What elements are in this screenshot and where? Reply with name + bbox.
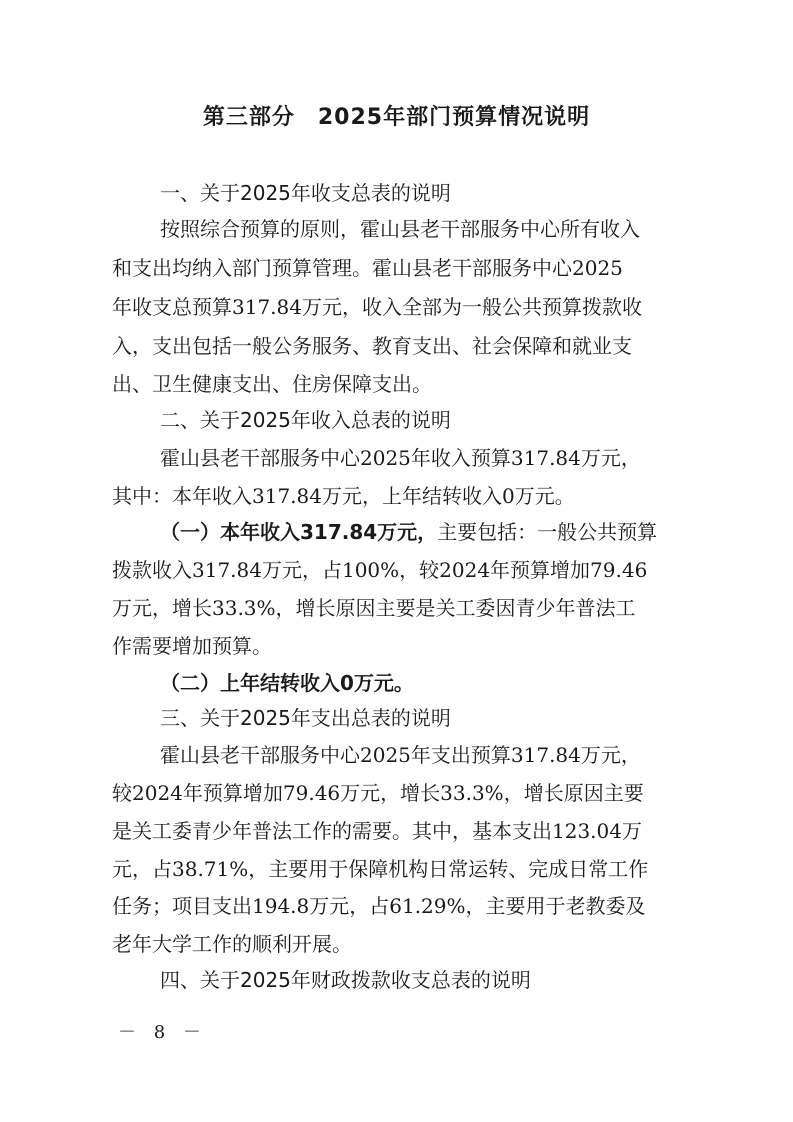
subsection-line-1 [160, 522, 657, 542]
paragraph-line: 出、卫生健康支出、住房保障支出。 [112, 372, 432, 396]
section-heading-4: 四、关于2025年财政拨款收支总表的说明 [160, 968, 531, 992]
section-heading-2: 二、关于2025年收入总表的说明 [160, 408, 451, 432]
paragraph-line: 霍山县老干部服务中心2025年支出预算317.84万元， [160, 743, 641, 767]
paragraph-line: 万元，增长33.3%，增长原因主要是关工委因青少年普法工 [112, 596, 636, 620]
subsection-heading-2: （二）上年结转收入0万元。 [160, 671, 414, 695]
subsection-text-1: 主要包括：一般公共预算 [437, 520, 658, 544]
paragraph-line: 和支出均纳入部门预算管理。霍山县老干部服务中心2025 [112, 256, 623, 280]
paragraph-line: 元，占38.71%，主要用于保障机构日常运转、完成日常工作 [112, 857, 649, 881]
subsection-label-1: （一）本年收入317.84万元， [160, 520, 438, 544]
paragraph-line: 年收支总预算317.84万元，收入全部为一般公共预算拨款收 [112, 295, 642, 319]
paragraph-line: 按照综合预算的原则，霍山县老干部服务中心所有收入 [160, 217, 640, 241]
paragraph-line: 较2024年预算增加79.46万元，增长33.3%，增长原因主要 [112, 781, 644, 805]
paragraph-line: 拨款收入317.84万元，占100%，较2024年预算增加79.46 [112, 558, 648, 582]
paragraph-line: 任务；项目支出194.8万元，占61.29%，主要用于老教委及 [112, 894, 646, 918]
paragraph-line: 作需要增加预算。 [112, 634, 272, 658]
page-title: 第三部分 2025年部门预算情况说明 [202, 105, 591, 130]
paragraph-line: 是关工委青少年普法工作的需要。其中，基本支出123.04万 [112, 819, 642, 843]
page-number: － 8 － [118, 1022, 207, 1043]
paragraph-line: 入，支出包括一般公务服务、教育支出、社会保障和就业支 [112, 334, 632, 358]
paragraph-line: 霍山县老干部服务中心2025年收入预算317.84万元， [160, 446, 641, 470]
paragraph-line: 老年大学工作的顺利开展。 [112, 932, 352, 956]
section-heading-1: 一、关于2025年收支总表的说明 [160, 181, 451, 205]
section-heading-3: 三、关于2025年支出总表的说明 [160, 706, 451, 730]
paragraph-line: 其中：本年收入317.84万元，上年结转收入0万元。 [112, 484, 575, 508]
